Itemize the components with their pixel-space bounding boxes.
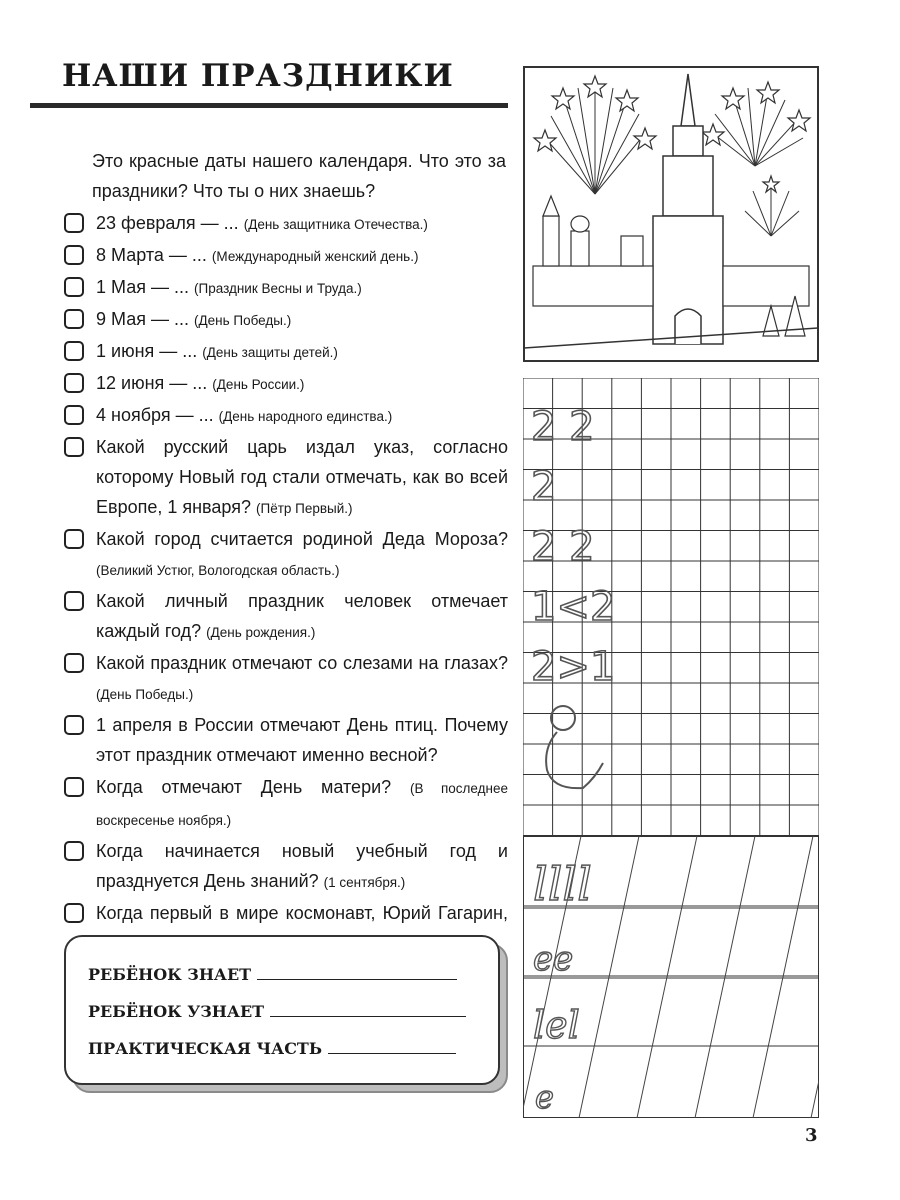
- question-text: Когда начинается новый учебный год и празднуется День знаний?: [96, 841, 508, 891]
- question-text: 1 июня — ...: [96, 341, 198, 361]
- answer-text: (Праздник Весны и Труда.): [194, 281, 362, 296]
- question-text: Когда отмечают День матери?: [96, 777, 392, 797]
- list-item: [64, 400, 508, 432]
- checkbox[interactable]: [64, 591, 84, 611]
- checkbox[interactable]: [64, 653, 84, 673]
- checkbox[interactable]: [64, 715, 84, 735]
- question-text: Какой праздник отмечают со слезами на глазах?: [96, 653, 508, 673]
- question-text: 4 ноября — ...: [96, 405, 214, 425]
- answer-text: (День Победы.): [96, 687, 194, 702]
- answer-text: (В последнее воскресенье ноября.): [96, 781, 508, 828]
- grid-sample-row-3: 2 2: [531, 524, 595, 570]
- summary-box: [64, 935, 500, 1085]
- question-text: Какой русский царь издал указ, согласно которому Новый год стали отмечать, как во всей Европе, 1 января?: [96, 437, 508, 517]
- checkbox[interactable]: [64, 341, 84, 361]
- list-item: [64, 648, 508, 710]
- question-text: 23 февраля — ...: [96, 213, 239, 233]
- checkbox[interactable]: [64, 529, 84, 549]
- answer-text: (День Победы.): [194, 313, 292, 328]
- answer-text: (Международный женский день.): [211, 249, 419, 264]
- title-rule: [30, 103, 508, 108]
- kremlin-fireworks-illustration: [523, 66, 819, 362]
- question-text: Какой город считается родиной Деда Мороза?: [96, 529, 508, 549]
- cursive-sample-3: lel: [533, 1003, 580, 1047]
- question-text: 1 Мая — ...: [96, 277, 189, 297]
- summary-line-learns: [88, 1000, 466, 1021]
- list-item: [64, 586, 508, 648]
- intro-text: Это красные даты нашего календаря. Что это за праздники? Что ты о них знаешь?: [92, 151, 506, 201]
- summary-label-practice: ПРАКТИЧЕСКАЯ ЧАСТЬ: [88, 1039, 323, 1058]
- page-title: НАШИ ПРАЗДНИКИ: [62, 58, 454, 94]
- list-item: [64, 240, 508, 272]
- checkbox[interactable]: [64, 841, 84, 861]
- answer-text: (Пётр Первый.): [256, 501, 353, 516]
- checkbox[interactable]: [64, 213, 84, 233]
- question-text: 1 апреля в России отмечают День птиц. Почему этот праздник отмечают именно весной?: [96, 715, 508, 765]
- swan-drawing-icon: [546, 706, 603, 788]
- summary-label-learns: РЕБЁНОК УЗНАЕТ: [88, 1002, 265, 1021]
- answer-text: (День рождения.): [206, 625, 316, 640]
- list-item: [64, 304, 508, 336]
- writing-grid[interactable]: [523, 378, 819, 836]
- checkbox[interactable]: [64, 405, 84, 425]
- checkbox[interactable]: [64, 903, 84, 923]
- list-item: [64, 368, 508, 400]
- page-number: 3: [805, 1125, 818, 1146]
- list-item: [64, 836, 508, 898]
- grid-sample-row-2: 2: [531, 464, 557, 510]
- cursive-sample-1: llll: [533, 857, 592, 911]
- cursive-sample-4: e: [535, 1078, 554, 1116]
- answer-fill-line[interactable]: [257, 963, 457, 980]
- checkbox[interactable]: [64, 245, 84, 265]
- summary-label-knows: РЕБЁНОК ЗНАЕТ: [88, 965, 252, 984]
- summary-line-practice: [88, 1037, 456, 1058]
- answer-text: (День защитника Отечества.): [243, 217, 428, 232]
- checkbox[interactable]: [64, 309, 84, 329]
- summary-line-knows: [88, 963, 457, 984]
- answer-text: (День защиты детей.): [202, 345, 338, 360]
- answer-text: (День России.): [212, 377, 305, 392]
- list-item: [64, 524, 508, 586]
- list-item: [64, 336, 508, 368]
- question-list: [64, 208, 508, 960]
- grid-sample-row-4: 1<2: [531, 584, 616, 630]
- checkbox[interactable]: [64, 277, 84, 297]
- question-text: 12 июня — ...: [96, 373, 208, 393]
- answer-text: (День народного единства.): [218, 409, 393, 424]
- question-text: 8 Марта — ...: [96, 245, 207, 265]
- answer-fill-line[interactable]: [270, 1000, 466, 1017]
- question-text: Когда первый в мире космонавт, Юрий Гагарин,: [96, 903, 508, 923]
- answer-text: (Великий Устюг, Вологодская область.): [96, 563, 340, 578]
- question-text: 9 Мая — ...: [96, 309, 189, 329]
- answer-text: (1 сентября.): [323, 875, 406, 890]
- list-item: [64, 710, 508, 772]
- list-item: [64, 208, 508, 240]
- checkbox[interactable]: [64, 777, 84, 797]
- question-text: Какой личный праздник человек отмечает каждый год?: [96, 591, 508, 641]
- grid-sample-row-1: 2 2: [531, 404, 595, 450]
- answer-fill-line[interactable]: [328, 1037, 456, 1054]
- list-item: [64, 432, 508, 524]
- grid-sample-row-5: 2>1: [531, 644, 616, 690]
- cursive-sample-2: ee: [533, 939, 574, 979]
- cursive-ruling[interactable]: [523, 836, 819, 1118]
- checkbox[interactable]: [64, 373, 84, 393]
- list-item: [64, 272, 508, 304]
- list-item: [64, 772, 508, 836]
- checkbox[interactable]: [64, 437, 84, 457]
